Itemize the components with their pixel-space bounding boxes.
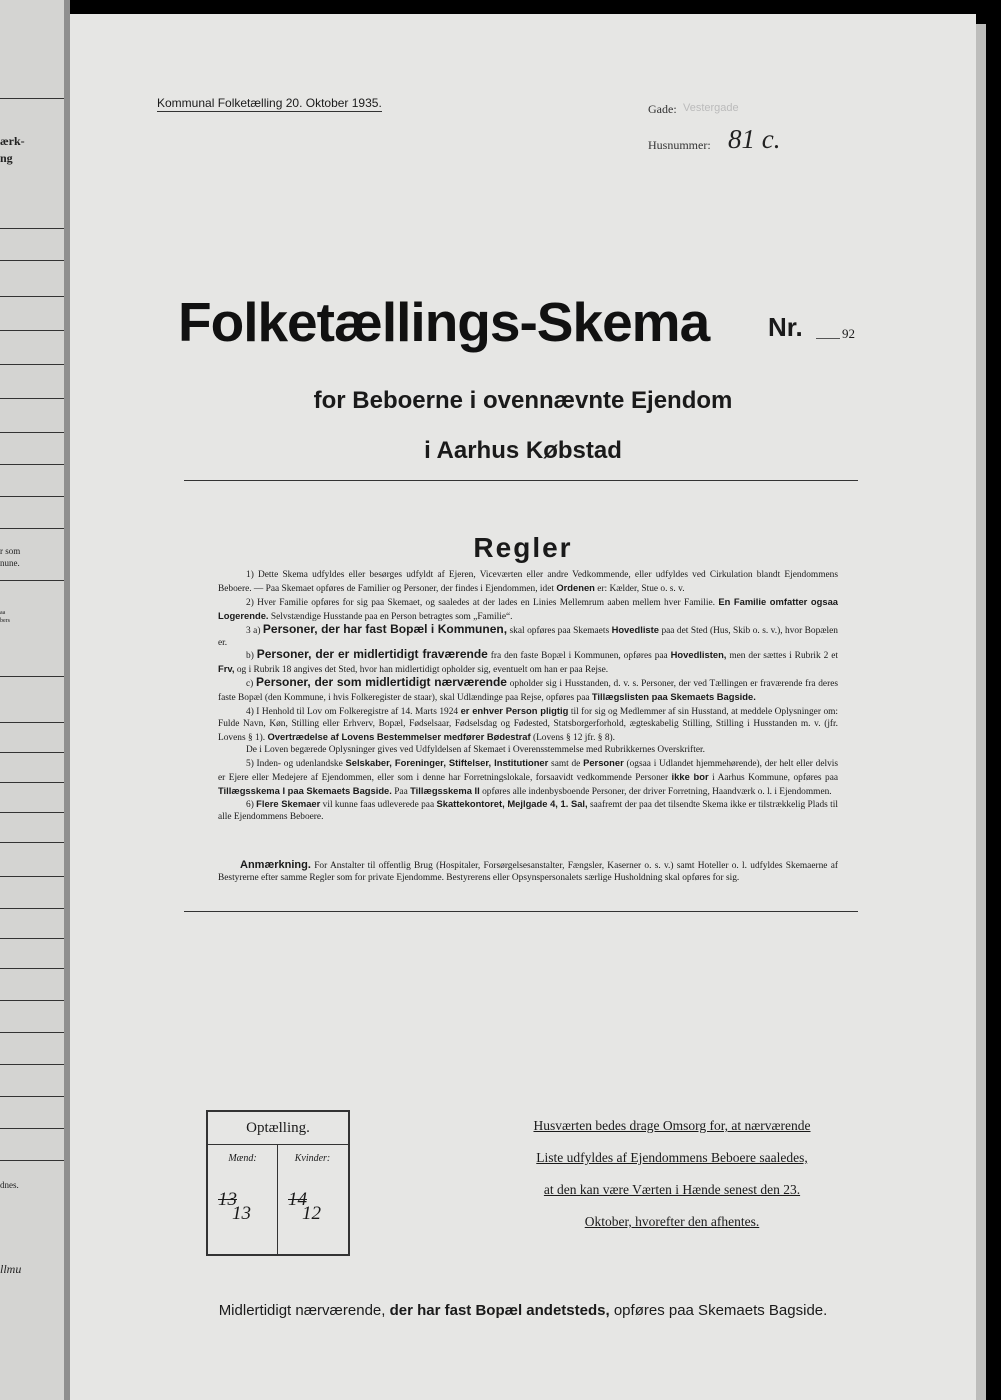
notice-line-2: Liste udfyldes af Ejendommens Beboere saaledes, — [536, 1150, 808, 1165]
rules-text — [218, 570, 838, 824]
census-title: Kommunal Folketælling 20. Oktober 1935. — [157, 96, 382, 110]
prev-page-fragment: r som — [0, 546, 21, 556]
men-label: Mænd: — [228, 1153, 257, 1164]
gade-value: Vestergade — [683, 102, 739, 114]
count-box — [206, 1110, 350, 1256]
prev-page-fragment: dnes. — [0, 1180, 19, 1190]
women-value: 12 — [302, 1203, 321, 1224]
rules-heading: Regler — [473, 532, 573, 563]
form-subtitle-1: for Beboerne i ovennævnte Ejendom — [313, 387, 733, 414]
prev-page-fragment: nune. — [0, 558, 20, 568]
rule-4: 4) I Henhold til Lov om Folkeregistre af 14. Marts 1924 er enhver Person pligtig til for sig og Medlemmer af sin Husstand, at meddele Oplysninger om: Fulde Navn, Køn, Stilling eller Erhverv, Bopæl, Fødselsaar, Fødselsdag og Fødested, Statsborgerforhold, ægteskabelig Stilling, Stilling i Husstanden m. v. (jfr. Lovens § 1). Overtrædelse af Lovens Bestemmelser medfører Bødestraf (Lovens § 12 jfr. § 8). — [218, 705, 839, 743]
rule-3b: b) Personer, der er midlertidigt fraværende fra den faste Bopæl i Kommunen, opføres paa Hovedlisten, men der sættes i Rubrik 2 et Frv, og i Rubrik 18 angives det Sted, hvor han midlertidigt opholder sig, eventuelt om han er paa Rejse. — [218, 647, 839, 676]
rule-5: 5) Inden- og udenlandske Selskaber, Foreninger, Stiftelser, Institutioner samt de Personer (ogsaa i Udlandet hjemmehørende), der helt eller delvis er Ejere eller Medejere af Ejendommen, eller som i denne har Forretningslokale, forsaavidt vedkommende Personer ikke bor i Aarhus Kommune, opføres paa Tillægsskema I paa Skemaets Bagside. Paa Tillægsskema II opføres alle indenbysboende Personer, der driver Forretning, Haandværk o. l. i Ejendommen. — [218, 756, 839, 797]
women-label: Kvinder: — [294, 1153, 331, 1164]
page-edge — [976, 24, 986, 1400]
women-column — [278, 1145, 347, 1254]
men-value: 13 — [232, 1203, 251, 1224]
count-box-title: Optælling. — [208, 1112, 348, 1145]
notice-line-4: Oktober, hvorefter den afhentes. — [584, 1214, 760, 1229]
husnummer-value: 81 c. — [728, 124, 781, 154]
prev-page-handwriting: llmu — [0, 1262, 22, 1276]
rule-3c: c) Personer, der som midlertidigt nærværende opholder sig i Husstanden, d. v. s. Personer, der ved Tællingen er fraværende fra deres faste Bopæl (den Kommune, i hvis Folkeregister de staar), skal Udlændinge paa Rejse, opføres paa Tillægslisten paa Skemaets Bagside. — [218, 675, 839, 704]
note-text: For Anstalter til offentlig Brug (Hospitaler, Forsørgelsesanstalter, Fængsler, Kaserner o. s. v.) samt Hoteller o. l. udfyldes Skemaerne af Bestyrerne efter samme Regler som for private Ejendomme. Bestyrerens eller Opsynspersonalets særlige Husholdning skal opføres for sig. — [218, 861, 839, 883]
form-title: Folketællings-Skema — [178, 291, 710, 353]
divider — [184, 480, 858, 481]
divider — [184, 911, 858, 912]
form-nr-label: Nr. — [768, 312, 803, 342]
women-crossed-value: 14 — [288, 1189, 307, 1210]
husnummer-label: Husnummer: — [648, 138, 711, 152]
notice-line-1: Husværten bedes drage Omsorg for, at nærværende — [533, 1118, 811, 1133]
form-nr-value: 92 — [842, 326, 855, 341]
rule-1: 1) Dette Skema udfyldes eller besørges udfyldt af Ejeren, Viceværten eller andre Vedkommende, eller udfyldes ved Cirkulation blandt Ejendommens Beboere. — Paa Skemaet opføres de Familier og Personer, der findes i Ejendommen, idet Ordenen er: Kælder, Stue o. s. v. — [218, 570, 838, 594]
landlord-notice — [506, 1110, 838, 1238]
form-subtitle-2: i Aarhus Købstad — [424, 437, 622, 464]
prev-page-fragment: ng — [0, 151, 13, 165]
rule-4-continued: De i Loven begærede Oplysninger gives ved Udfyldelsen af Skemaet i Overensstemmelse med Rubrikkernes Overskrifter. — [246, 744, 705, 755]
men-column — [208, 1145, 278, 1254]
census-form-page — [70, 14, 976, 1400]
prev-page-fragment: bers — [0, 618, 10, 624]
note-label: Anmærkning. — [240, 859, 311, 871]
gade-label: Gade: — [648, 102, 677, 116]
note-block — [218, 860, 838, 885]
form-nr-line — [816, 338, 840, 339]
notice-line-3: at den kan være Værten i Hænde senest den 23. — [543, 1182, 801, 1197]
rule-2: 2) Hver Familie opføres for sig paa Skemaet, og saaledes at der lades en Linies Mellemrum aaben mellem hver Familie. En Familie omfatter ogsaa Logerende. Selvstændige Husstande paa en Person betragtes som „Familie“. — [218, 595, 839, 622]
men-crossed-value: 13 — [218, 1189, 237, 1210]
footer-note: Midlertidigt nærværende, der har fast Bopæl andetsteds, opføres paa Skemaets Bagside. — [218, 1302, 828, 1319]
previous-page-strip — [0, 0, 64, 1400]
prev-page-fragment: aa — [0, 610, 6, 616]
rule-3a: 3 a) Personer, der har fast Bopæl i Kommunen, skal opføres paa Skemaets Hovedliste paa det Sted (Hus, Skib o. s. v.), hvor Bopælen er. — [218, 621, 838, 648]
rule-6: 6) Flere Skemaer vil kunne faas udleverede paa Skattekontoret, Mejlgade 4, 1. Sal, saafremt der paa det tilsendte Skema ikke er tilstrækkelig Plads til alle Ejendommens Beboere. — [218, 798, 839, 823]
prev-page-fragment: ærk- — [0, 134, 25, 148]
